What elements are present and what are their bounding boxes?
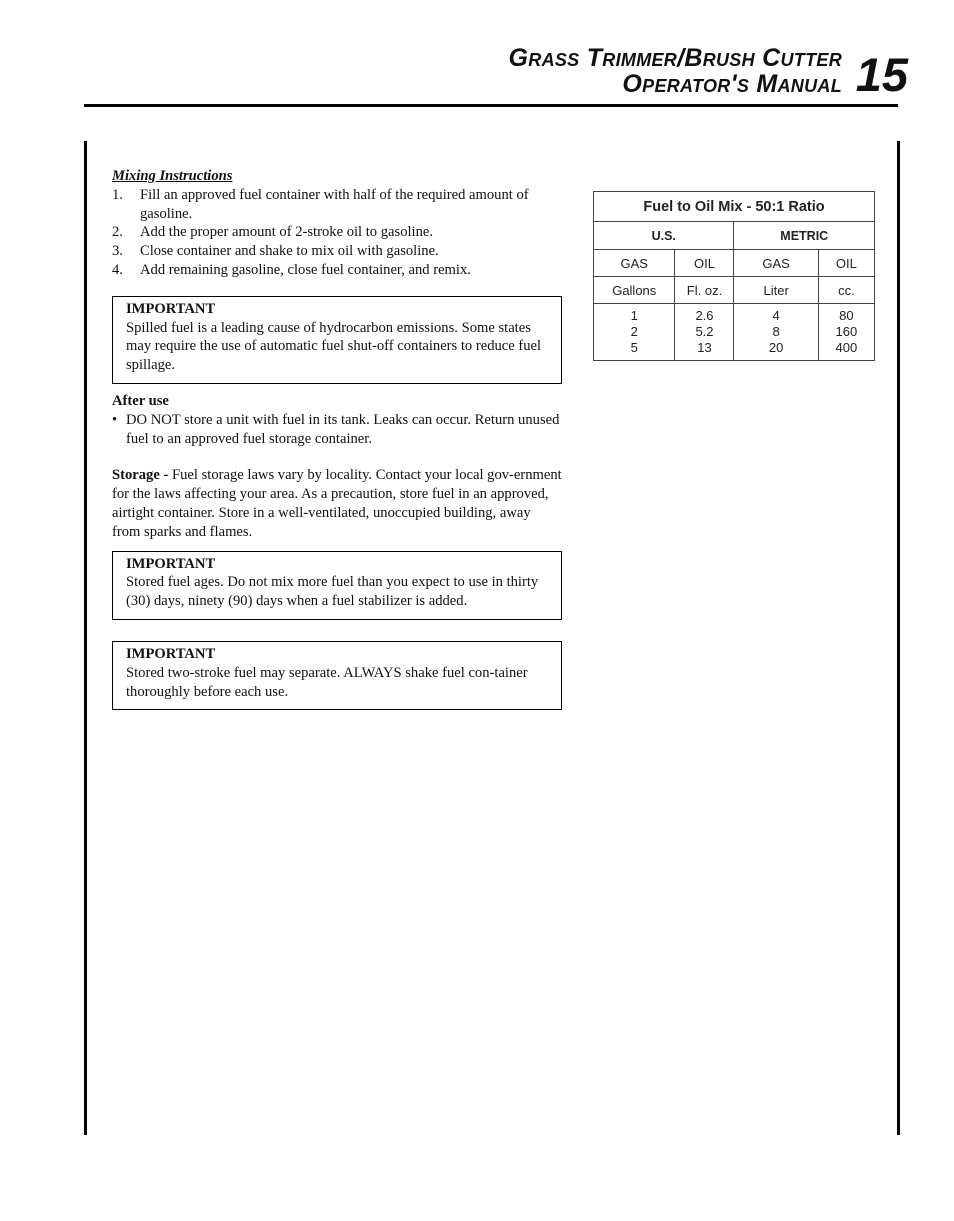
right-margin-rule (897, 141, 900, 1135)
step-text: Close container and shake to mix oil with gasoline. (140, 243, 439, 260)
table-cell-value: 80 (839, 308, 854, 323)
important-box-fuel-separate (112, 641, 562, 710)
after-use-text: DO NOT store a unit with fuel in its tank. Leaks can occur. Return unused fuel to an approved fuel storage container. (126, 411, 560, 447)
us-header: U.S. (594, 222, 734, 250)
list-item (112, 411, 562, 449)
page-number: 15 (855, 48, 908, 101)
important-title: IMPORTANT (126, 645, 216, 662)
oil-cc-cell (818, 304, 874, 361)
step-number: 1. (112, 186, 123, 203)
table-cell-value: 1 (630, 308, 638, 323)
step-text: Add remaining gasoline, close fuel container, and remix. (140, 261, 471, 278)
storage-label: Storage - (112, 467, 169, 484)
step-number: 2. (112, 224, 123, 241)
manual-title-line1: Grass Trimmer/Brush Cutter (508, 44, 842, 72)
step-text: Fill an approved fuel container with half of the required amount of gasoline. (140, 186, 529, 222)
table-cell-value: 400 (835, 340, 858, 355)
list-item (112, 186, 562, 224)
table-title: Fuel to Oil Mix - 50:1 Ratio (594, 192, 875, 222)
storage-paragraph (112, 466, 562, 541)
table-cell-value: 4 (772, 308, 780, 323)
table-cell-value: 2.6 (695, 308, 714, 323)
storage-text: Fuel storage laws vary by locality. Contact your local gov-ernment for the laws affecting your area. As a precaution, store fuel in an approved, airtight container. Store in a well-ventilated, unoccupied building, away from sparks and flames. (112, 467, 562, 540)
unit-cell: Liter (734, 277, 818, 304)
column-header: OIL (818, 250, 874, 277)
important-box-spilled-fuel (112, 296, 562, 384)
table-cell-value: 5.2 (695, 324, 714, 339)
important-text: Stored fuel ages. Do not mix more fuel than you expect to use in thirty (30) days, ninety (90) days when a fuel stabilizer is added. (126, 574, 539, 610)
list-item (112, 261, 562, 280)
after-use-heading: After use (112, 392, 169, 409)
manual-title-line2: Operator's Manual (622, 70, 842, 98)
important-title: IMPORTANT (126, 555, 216, 572)
table-cell-value: 5 (630, 340, 638, 355)
important-text: Stored two-stroke fuel may separate. ALWAYS shake fuel con-tainer thoroughly before each use. (126, 664, 528, 700)
table-cell-value: 13 (697, 340, 712, 355)
important-box-fuel-ages (112, 551, 562, 620)
table-cell-value: 160 (835, 324, 858, 339)
left-margin-rule (84, 141, 87, 1135)
after-use-list (112, 411, 562, 449)
manual-title (509, 45, 842, 97)
unit-cell: Fl. oz. (675, 277, 734, 304)
oil-floz-cell (675, 304, 734, 361)
column-header: GAS (594, 250, 675, 277)
step-number: 3. (112, 243, 123, 260)
column-header: OIL (675, 250, 734, 277)
column-header: GAS (734, 250, 818, 277)
main-column (112, 167, 562, 710)
step-text: Add the proper amount of 2-stroke oil to gasoline. (140, 224, 434, 241)
metric-header: METRIC (734, 222, 875, 250)
mixing-steps-list (112, 186, 562, 280)
fuel-oil-mix-table (593, 191, 875, 361)
important-text: Spilled fuel is a leading cause of hydrocarbon emissions. Some states may require the use of automatic fuel shut-off containers to reduce fuel spillage. (126, 319, 542, 374)
table-cell-value: 8 (772, 324, 780, 339)
bullet-icon: • (112, 411, 118, 428)
gas-gallons-cell (594, 304, 675, 361)
step-number: 4. (112, 261, 123, 278)
table-cell-value: 2 (630, 324, 638, 339)
unit-cell: Gallons (594, 277, 675, 304)
gas-liter-cell (734, 304, 818, 361)
list-item (112, 223, 562, 242)
important-title: IMPORTANT (126, 300, 216, 317)
header-rule (84, 104, 898, 107)
table-cell-value: 20 (768, 340, 784, 355)
list-item (112, 242, 562, 261)
table-row (594, 304, 875, 361)
mixing-instructions-heading: Mixing Instructions (112, 168, 233, 184)
unit-cell: cc. (818, 277, 874, 304)
